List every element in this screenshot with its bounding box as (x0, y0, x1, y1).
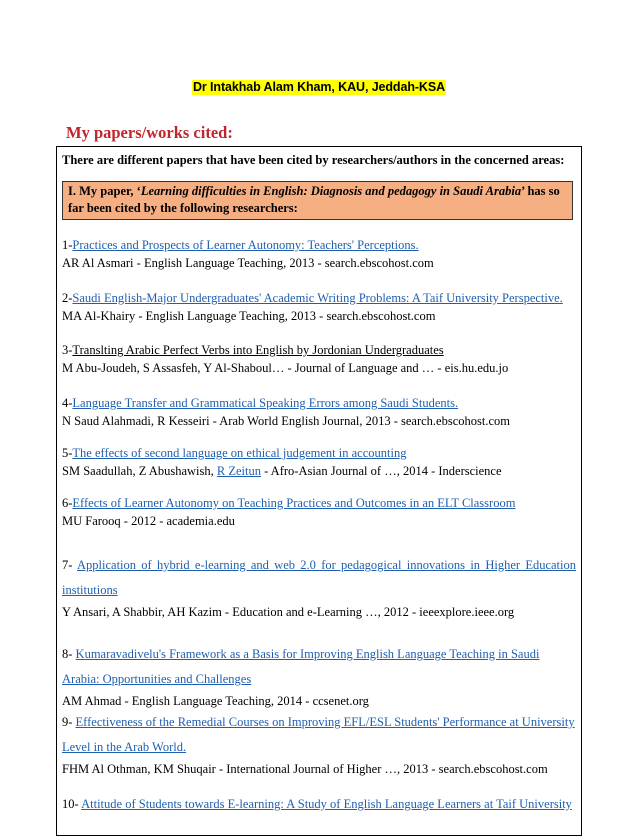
entry-number: 7- (62, 558, 78, 572)
highlight-suffix: ’ has so far been cited by the following researchers: (68, 184, 560, 215)
entry-number: 5- (62, 446, 73, 460)
citation-entry-10 (62, 795, 576, 813)
citation-entry-1 (62, 236, 576, 272)
citation-entry-4 (62, 394, 576, 430)
citation-meta-1: AR Al Asmari - English Language Teaching, 2013 - search.ebscohost.com (62, 256, 434, 270)
entry-number: 6- (62, 496, 73, 510)
entry-number: 3- (62, 343, 73, 357)
entry-line (62, 553, 576, 603)
citation-meta-8: AM Ahmad - English Language Teaching, 2014 - ccsenet.org (62, 694, 369, 708)
entry-line (62, 642, 576, 692)
entry-number: 4- (62, 396, 73, 410)
citations-box (56, 146, 582, 836)
intro-text: There are different papers that have been cited by researchers/authors in the concerned areas: (62, 153, 565, 167)
citation-entry-5 (62, 444, 576, 480)
citation-meta-3: M Abu-Joudeh, S Assasfeh, Y Al-Shaboul… - Journal of Language and … - eis.hu.edu.jo (62, 361, 509, 375)
citation-entry-8 (62, 642, 576, 710)
citation-meta-4: N Saud Alahmadi, R Kesseiri - Arab World English Journal, 2013 - search.ebscohost.com (62, 414, 510, 428)
citation-entry-7 (62, 553, 576, 621)
entry-number: 9- (62, 715, 76, 729)
citation-link-1[interactable]: Practices and Prospects of Learner Autonomy: Teachers' Perceptions. (72, 238, 419, 252)
citation-link-2[interactable]: Saudi English-Major Undergraduates' Academic Writing Problems: A Taif University Perspective. (72, 291, 563, 305)
highlight-prefix: I. My paper, ‘ (68, 184, 141, 198)
entry-number: 8- (62, 647, 76, 661)
citation-entry-6 (62, 494, 576, 530)
citation-link-3[interactable]: Translting Arabic Perfect Verbs into English by Jordonian Undergraduates (72, 343, 444, 357)
citation-meta-2: MA Al-Khairy - English Language Teaching, 2013 - search.ebscohost.com (62, 309, 436, 323)
header-wrap (0, 78, 638, 96)
author-link-r-zeitun[interactable]: R Zeitun (216, 464, 261, 478)
citation-link-7[interactable]: Application of hybrid e-learning and web 2.0 for pedagogical innovations in Higher Education institutions (62, 558, 576, 597)
highlight-paper-title: Learning difficulties in English: Diagnosis and pedagogy in Saudi Arabia (140, 184, 522, 198)
page-title: Dr Intakhab Alam Kham, KAU, Jeddah-KSA (192, 80, 446, 94)
citation-meta-7: Y Ansari, A Shabbir, AH Kazim - Education and e-Learning …, 2012 - ieeexplore.ieee.org (62, 605, 515, 619)
highlight-box (62, 181, 573, 220)
citation-entry-2 (62, 289, 576, 325)
citation-entry-3 (62, 341, 576, 377)
citation-entry-9 (62, 710, 576, 778)
entry-line (62, 710, 576, 760)
citation-meta-6: MU Farooq - 2012 - academia.edu (62, 514, 235, 528)
meta-authors: SM Saadullah, Z Abushawish, (62, 464, 217, 478)
citation-link-4[interactable]: Language Transfer and Grammatical Speaking Errors among Saudi Students. (72, 396, 459, 410)
entry-number: 2- (62, 291, 73, 305)
entry-number: 1- (62, 238, 73, 252)
citation-meta-9: FHM Al Othman, KM Shuqair - International Journal of Higher …, 2013 - search.ebscohost.com (62, 762, 548, 776)
citation-link-10[interactable]: Attitude of Students towards E-learning: A Study of English Language Learners at Taif University (81, 797, 572, 811)
section-heading: My papers/works cited: (66, 123, 233, 142)
citation-link-6[interactable]: Effects of Learner Autonomy on Teaching Practices and Outcomes in an ELT Classroom (72, 496, 516, 510)
entry-number: 10- (62, 797, 82, 811)
citation-link-8[interactable]: Kumaravadivelu's Framework as a Basis for Improving English Language Teaching in Saudi Arabia: Opportunities and Challenges (62, 647, 540, 686)
meta-source: - Afro-Asian Journal of …, 2014 - Inderscience (260, 464, 502, 478)
citation-link-5[interactable]: The effects of second language on ethical judgement in accounting (72, 446, 407, 460)
citation-meta-5 (62, 462, 576, 480)
citation-link-9[interactable]: Effectiveness of the Remedial Courses on Improving EFL/ESL Students' Performance at University Level in the Arab World. (62, 715, 575, 754)
